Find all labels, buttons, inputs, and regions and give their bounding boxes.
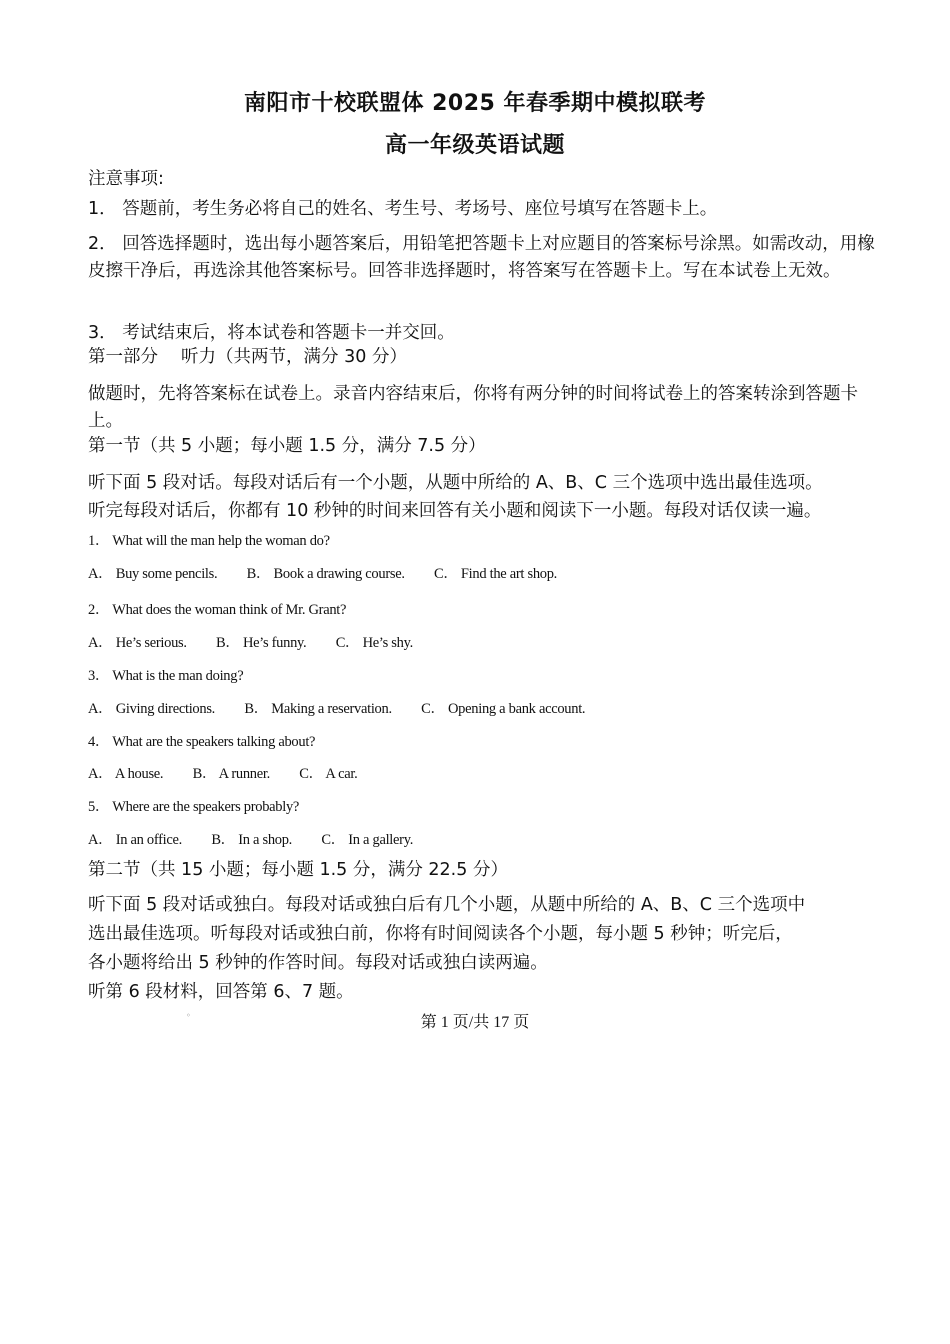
section2-heading: 第二节（共 15 小题；每小题 1.5 分，满分 22.5 分） <box>88 860 508 880</box>
exam-title: 南阳市十校联盟体 2025 年春季期中模拟联考 <box>243 91 707 116</box>
option-c: C． A car. <box>299 766 358 782</box>
section1-instruction-line1: 听下面 5 段对话。每段对话后有一个小题，从题中所给的 A、B、C 三个选项中选出最佳选项。 <box>88 473 823 493</box>
section2-instruction-line2: 选出最佳选项。听每段对话或独白前，你将有时间阅读各个小题，每小题 5 秒钟；听完后， <box>88 924 793 944</box>
section1-heading: 第一节（共 5 小题；每小题 1.5 分，满分 7.5 分） <box>88 436 486 456</box>
question-options <box>88 562 583 583</box>
section2-material: 听第 6 段材料，回答第 6、7 题。 <box>88 982 354 1002</box>
dot-mark: ◦ <box>186 1011 191 1020</box>
question-stem: 1． What will the man help the woman do? <box>88 533 330 549</box>
option-c: C． Find the art shop. <box>434 566 557 582</box>
question-stem: 2． What does the woman think of Mr. Grant? <box>88 602 347 618</box>
section2-instruction-line3: 各小题将给出 5 秒钟的作答时间。每段对话或独白读两遍。 <box>88 953 548 973</box>
question-stem: 3． What is the man doing? <box>88 668 244 684</box>
notice-heading: 注意事项: <box>88 169 164 189</box>
question-stem: 5． Where are the speakers probably? <box>88 799 300 815</box>
option-a: A． A house. <box>88 766 164 782</box>
option-a: A． Buy some pencils. <box>88 566 218 582</box>
option-c: C． He’s shy. <box>335 635 413 651</box>
option-b: B． In a shop. <box>211 832 292 848</box>
option-a: A． He’s serious. <box>88 635 187 651</box>
part1-heading: 第一部分 听力（共两节，满分 30 分） <box>88 347 407 367</box>
option-b: B． Making a reservation. <box>244 701 392 717</box>
notice-item-1: 1． 答题前，考生务必将自己的姓名、考生号、考场号、座位号填写在答题卡上。 <box>88 199 718 219</box>
option-c: C． Opening a bank account. <box>421 701 586 717</box>
section2-instruction-line1: 听下面 5 段对话或独白。每段对话或独白后有几个小题，从题中所给的 A、B、C 三个选项中 <box>88 895 806 915</box>
question-options <box>88 697 611 718</box>
option-a: A． Giving directions. <box>88 701 216 717</box>
option-b: B． He’s funny. <box>216 635 307 651</box>
option-b: B． A runner. <box>192 766 270 782</box>
section1-instruction-line2: 听完每段对话后，你都有 10 秒钟的时间来回答有关小题和阅读下一小题。每段对话仅读一遍。 <box>88 501 822 521</box>
question-options <box>88 828 439 849</box>
option-c: C． In a gallery. <box>321 832 414 848</box>
notice-item-2: 2． 回答选择题时，选出每小题答案后，用铅笔把答题卡上对应题目的答案标号涂黑。如需改动，用橡皮擦干净后，再选涂其他答案标号。回答非选择题时，将答案写在答题卡上。写在本试卷上无效。 <box>88 234 875 281</box>
page-footer: 第 1 页/共 17 页 <box>420 1014 530 1031</box>
question-stem: 4． What are the speakers talking about? <box>88 734 316 750</box>
question-options <box>88 631 439 652</box>
exam-subtitle: 高一年级英语试题 <box>384 133 565 158</box>
part1-instruction: 做题时，先将答案标在试卷上。录音内容结束后，你将有两分钟的时间将试卷上的答案转涂到答题卡上。 <box>88 384 858 431</box>
question-options <box>88 762 383 783</box>
option-a: A． In an office. <box>88 832 182 848</box>
notice-item-3: 3． 考试结束后，将本试卷和答题卡一并交回。 <box>88 323 455 343</box>
option-b: B． Book a drawing course. <box>246 566 405 582</box>
